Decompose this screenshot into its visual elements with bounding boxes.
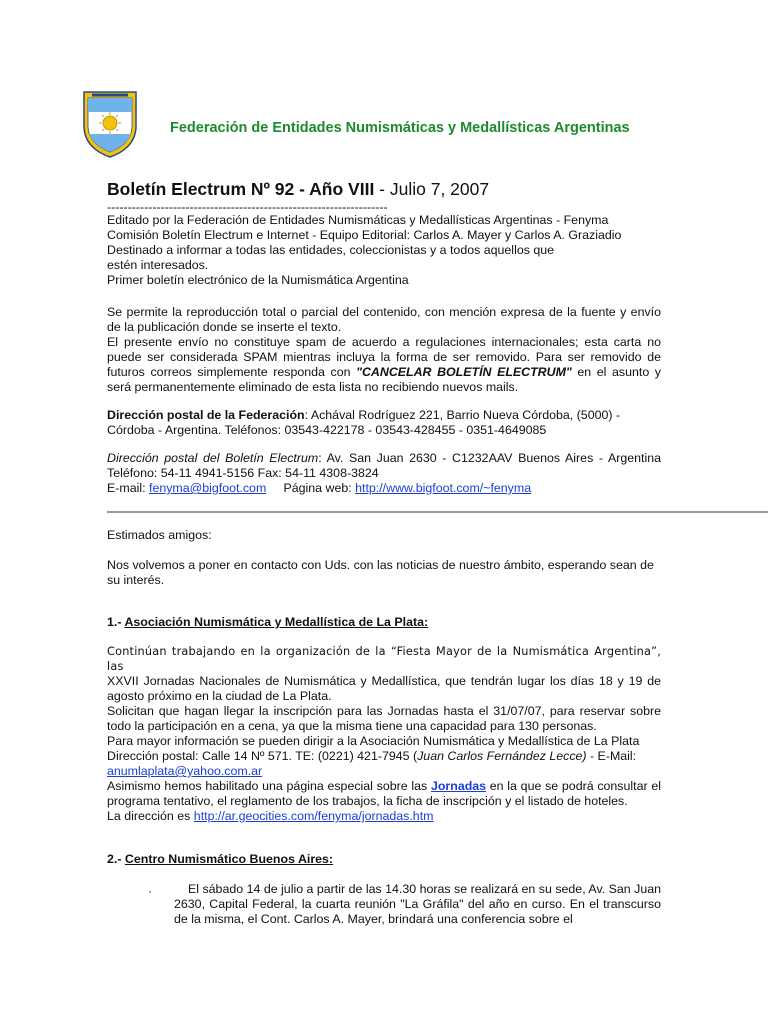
section-2-item-1: El sábado 14 de julio a partir de las 14.30 horas se realizará en su sede, Av. San Juan 2630, Capital Federal, la cuarta reunión "La Gráfila" del año en curso. En el transcurso de la misma, el Cont. Carlos A. Mayer, brindará una conferencia sobre el: [174, 882, 661, 926]
spam-notice-text-end: en el asunto y será permanentemente eliminado de esta lista no recibiendo nuevos mails.: [107, 365, 662, 394]
intro-block: [107, 213, 661, 288]
section-divider: [107, 511, 768, 513]
section-1-heading: [107, 615, 661, 630]
section-1-para-inscripcion: Solicitan que hagan llegar la inscripción para las Jornadas hasta el 31/07/07, para reservar sobre todo la participación en a cena, ya que la misma tiene una capacidad para 130 personas.: [107, 704, 661, 733]
jornadas-text: Asimismo hemos habilitado una página especial sobre las: [107, 779, 431, 793]
intro-line-editor: Editado por la Federación de Entidades Numismáticas y Medallísticas Argentinas - Fenyma: [107, 213, 609, 227]
section-1-number: 1.-: [107, 615, 125, 629]
section-2-title: Centro Numismático Buenos Aires:: [124, 852, 334, 866]
jornadas-text-end: en la que se podrá consultar el programa tentativo, el reglamento de los trabajos, la ficha de inscripción y el listado de hoteles.: [107, 779, 661, 808]
web-label: Página web:: [266, 481, 356, 495]
section-2-number: 2.-: [107, 852, 125, 866]
section-1-body: [107, 644, 661, 779]
section-2-heading: [107, 852, 661, 867]
intro-line-audience: Destinado a informar a todas las entidades, coleccionistas y a todos aquellos que estén interesados.: [107, 243, 555, 272]
section-1-para-jornadas: XXVII Jornadas Nacionales de Numismática y Medallística, que tendrán lugar los días 18 y 19 de agosto próximo en la ciudad de La Plata.: [107, 674, 661, 703]
section-1-title: Asociación Numismática y Medallística de La Plata:: [124, 615, 429, 629]
intro-line-commission: Comisión Boletín Electrum e Internet - Equipo Editorial: Carlos A. Mayer y Carlos A. Graziadio: [107, 228, 622, 242]
postal-bulletin-address: : Av. San Juan 2630 - C1232AAV Buenos Aires - Argentina Teléfono: 54-11 4941-5156 Fax: 54-11 4308-3824: [107, 451, 661, 480]
fenyma-website-link[interactable]: http://www.bigfoot.com/~fenyma: [355, 481, 532, 495]
reproduction-notice: Se permite la reproducción total o parcial del contenido, con mención expresa de la fuente y envío de la publicación donde se inserte el texto.: [107, 305, 661, 334]
section-1-para-info: Para mayor información se pueden dirigir a la Asociación Numismática y Medallística de La Plata: [107, 734, 640, 748]
postal-federation: [107, 408, 661, 438]
contact-address: Dirección postal: Calle 14 Nº 571. TE: (0221) 421-7945 (: [107, 749, 418, 763]
bulletin-title-bold: Boletín Electrum Nº 92 - Año VIII: [107, 179, 375, 199]
intro-line-first: Primer boletín electrónico de la Numismática Argentina: [107, 273, 409, 287]
jornadas-url-link[interactable]: http://ar.geocities.com/fenyma/jornadas.htm: [193, 809, 434, 823]
jornadas-link[interactable]: Jornadas: [430, 779, 487, 793]
postal-bulletin: [107, 451, 661, 496]
greeting-block: [107, 528, 661, 588]
jornadas-url-label: La dirección es: [107, 809, 194, 823]
contact-name: Juan Carlos Fernández Lecce): [417, 749, 587, 763]
email-label: E-mail:: [107, 481, 149, 495]
contact-email-label: - E-Mail:: [586, 749, 637, 763]
federation-crest-icon: [82, 90, 138, 158]
section-1-jornadas: [107, 779, 661, 824]
dash-line: --------------------------------------------------------------------: [107, 200, 388, 214]
postal-federation-address: : Achával Rodríguez 221, Barrio Nueva Córdoba, (5000) - Córdoba - Argentina. Teléfonos: 03543-422178 - 03543-428455 - 0351-4649085: [107, 408, 621, 437]
bulletin-title: [107, 179, 489, 199]
unsubscribe-phrase: "CANCELAR BOLETÍN ELECTRUM": [356, 365, 572, 379]
section-1-para-contact: [107, 749, 661, 764]
federation-title: Federación de Entidades Numismáticas y Medallísticas Argentinas: [170, 120, 630, 136]
bullet-icon: ·: [148, 884, 152, 898]
greeting-intro: Nos volvemos a poner en contacto con Uds. con las noticias de nuestro ámbito, esperando sean de su interés.: [107, 558, 654, 587]
laplata-email-link[interactable]: anumlaplata@yahoo.com.ar: [107, 764, 263, 778]
postal-bulletin-label: Dirección postal del Boletín Electrum: [107, 451, 319, 465]
fenyma-email-link[interactable]: fenyma@bigfoot.com: [149, 481, 267, 495]
section-1-para-narrow: Continúan trabajando en la organización de la “Fiesta Mayor de la Numismática Argentina”, las: [107, 645, 661, 673]
greeting-salute: Estimados amigos:: [107, 528, 212, 542]
postal-federation-label: Dirección postal de la Federación: [107, 408, 305, 422]
spam-notice: [107, 335, 661, 395]
legal-block: [107, 305, 661, 395]
spam-notice-text: El presente envío no constituye spam de acuerdo a regulaciones internacionales; esta carta no puede ser considerada SPAM mientras incluya la forma de ser removido. Para ser removido de futuros correos simplemente responda con: [107, 335, 661, 379]
bulletin-date: - Julio 7, 2007: [374, 179, 490, 199]
